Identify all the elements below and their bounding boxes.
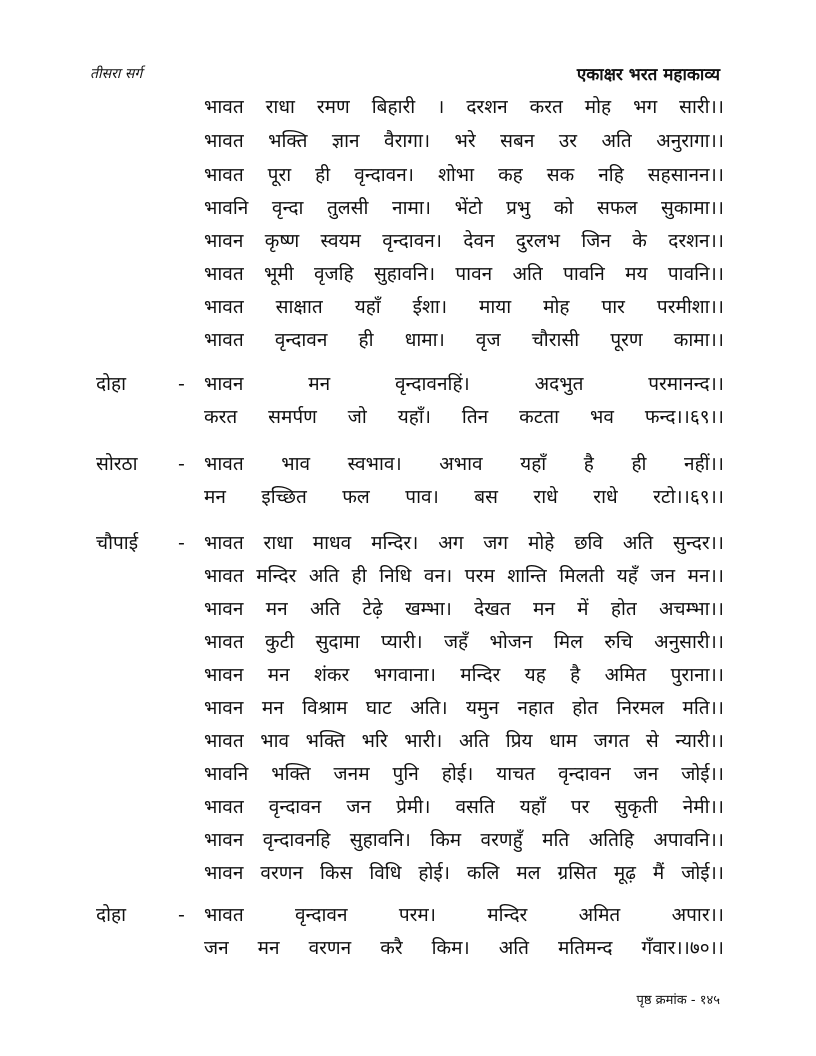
verse-line: भावत वृन्दावन परम। मन्दिर अमित अपार।। xyxy=(204,904,724,926)
verse-line: भावन मन वृन्दावनहिं। अदभुत परमानन्द।। xyxy=(204,373,724,395)
verse-line: भावत राधा रमण बिहारी । दरशन करत मोह भग सारी।। xyxy=(204,96,724,118)
section-label: दोहा xyxy=(96,373,127,395)
section-label: चौपाई xyxy=(96,532,139,554)
verse-line: भावत कुटी सुदामा प्यारी। जहँ भोजन मिल रुचि अनुसारी।। xyxy=(204,631,724,653)
verse-line: भावत भूमी वृजहि सुहावनि। पावन अति पावनि मय पावनि।। xyxy=(204,263,724,285)
verse-line: भावत वृन्दावन ही धामा। वृज चौरासी पूरण कामा।। xyxy=(204,329,724,351)
verse-line: भावत राधा माधव मन्दिर। अग जग मोहे छवि अति सुन्दर।। xyxy=(204,532,724,554)
section-dash: - xyxy=(178,453,185,475)
chapter-title: तीसरा सर्ग xyxy=(90,66,143,82)
verse-line: करत समर्पण जो यहाँ। तिन कटता भव फन्द।।६९।। xyxy=(204,406,724,428)
verse-line: भावनि भक्ति जनम पुनि होई। याचत वृन्दावन जन जोई।। xyxy=(204,763,724,785)
verse-line: भावत वृन्दावन जन प्रेमी। वसति यहाँ पर सुकृती नेमी।। xyxy=(204,796,724,818)
page-number: पृष्ठ क्रमांक - १४५ xyxy=(636,993,720,1008)
verse-line: जन मन वरणन करै किम। अति मतिमन्द गँवार।।७०।। xyxy=(204,937,724,959)
verse-line: भावत पूरा ही वृन्दावन। शोभा कह सक नहि सहसानन।। xyxy=(204,164,724,186)
verse-line: भावत भक्ति ज्ञान वैरागा। भरे सबन उर अति अनुरागा।। xyxy=(204,130,724,152)
verse-line: भावत साक्षात यहाँ ईशा। माया मोह पार परमीशा।। xyxy=(204,296,724,318)
verse-line: भावन मन अति टेढ़े खम्भा। देखत मन में होत अचम्भा।। xyxy=(204,598,724,620)
verse-line: भावत मन्दिर अति ही निधि वन। परम शान्ति मिलती यहँ जन मन।। xyxy=(204,565,724,587)
verse-line: भावन मन विश्राम घाट अति। यमुन नहात होत निरमल मति।। xyxy=(204,697,724,719)
verse-line: भावन मन शंकर भगवाना। मन्दिर यह है अमित पुराना।। xyxy=(204,664,724,686)
verse-line: मन इच्छित फल पाव। बस राधे राधे रटो।।६९।। xyxy=(204,486,724,508)
section-label: सोरठा xyxy=(96,453,138,475)
verse-line: भावत भाव भक्ति भरि भारी। अति प्रिय धाम जगत से न्यारी।। xyxy=(204,730,724,752)
section-dash: - xyxy=(178,904,185,926)
verse-line: भावन वृन्दावनहि सुहावनि। किम वरणहुँ मति अतिहि अपावनि।। xyxy=(204,829,724,851)
verse-line: भावत भाव स्वभाव। अभाव यहाँ है ही नहीं।। xyxy=(204,453,724,475)
verse-line: भावन कृष्ण स्वयम वृन्दावन। देवन दुरलभ जिन के दरशन।। xyxy=(204,230,724,252)
verse-line: भावन वरणन किस विधि होई। कलि मल ग्रसित मूढ़ मैं जोई।। xyxy=(204,862,724,884)
verse-line: भावनि वृन्दा तुलसी नामा। भेंटो प्रभु को सफल सुकामा।। xyxy=(204,197,724,219)
book-title: एकाक्षर भरत महाकाव्य xyxy=(576,65,720,85)
section-dash: - xyxy=(178,373,185,395)
section-label: दोहा xyxy=(96,904,127,926)
section-dash: - xyxy=(178,532,185,554)
